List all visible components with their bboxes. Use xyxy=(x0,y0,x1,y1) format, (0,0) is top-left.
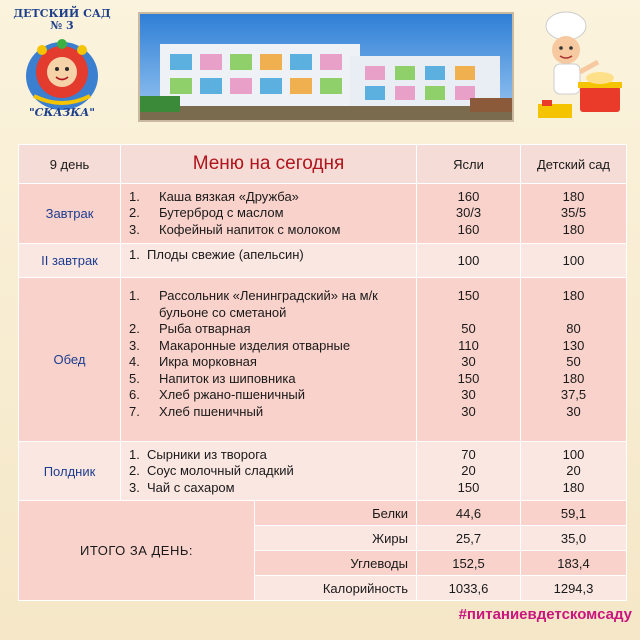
chef-icon xyxy=(528,8,628,124)
item-number: 2. xyxy=(129,463,140,479)
dish-name: Напиток из шиповника xyxy=(159,370,296,386)
dish-name: Рассольник «Ленинградский» на м/к xyxy=(159,288,378,303)
nursery-total: 44,6 xyxy=(417,501,521,526)
kindergarten-logo xyxy=(12,6,112,122)
portion-value: 20 xyxy=(566,463,581,479)
item-number: 7. xyxy=(129,403,140,419)
kindergarten-total: 183,4 xyxy=(521,551,627,576)
item-number: 1. xyxy=(129,188,140,204)
portion-spacer xyxy=(417,305,520,322)
table-header-row xyxy=(19,145,627,184)
kindergarten-portions xyxy=(521,184,627,244)
kindergarten-total: 59,1 xyxy=(521,501,627,526)
item-number: 6. xyxy=(129,387,140,402)
portion-value: 180 xyxy=(562,288,585,303)
meal-name: Полдник xyxy=(19,442,121,502)
list-item xyxy=(129,247,416,264)
list-item xyxy=(129,371,416,388)
portion-value: 150 xyxy=(457,479,480,495)
item-number: 5. xyxy=(129,370,140,386)
portion-value: 37,5 xyxy=(560,387,587,402)
dish-list xyxy=(121,278,416,424)
menu-table xyxy=(18,144,627,502)
list-item xyxy=(129,222,416,239)
portion-list xyxy=(417,278,520,424)
totals-row-protein xyxy=(19,501,627,526)
chef-illustration xyxy=(528,8,628,124)
list-item xyxy=(129,205,416,222)
portion-value: 160 xyxy=(457,221,480,237)
portion-value: 30 xyxy=(461,387,476,402)
hashtag: #питаниевдетскомсаду xyxy=(458,606,632,623)
nursery-portions: 100 xyxy=(417,244,521,278)
list-item xyxy=(129,463,416,480)
nutrient-label: Белки xyxy=(255,501,417,526)
list-item xyxy=(129,288,416,305)
portion-value: 100 xyxy=(562,446,585,462)
nursery-portions xyxy=(417,442,521,502)
dish-name: Каша вязкая «Дружба» xyxy=(159,188,299,204)
meal-items-cell xyxy=(121,278,417,442)
list-item xyxy=(129,321,416,338)
meal-row-second-breakfast xyxy=(19,244,627,278)
item-number-blank xyxy=(129,305,159,322)
portion-value: 50 xyxy=(566,354,581,369)
totals-table xyxy=(18,500,627,601)
column-nursery: Ясли xyxy=(417,145,521,184)
meal-name: Завтрак xyxy=(19,184,121,244)
portion-value: 110 xyxy=(458,337,479,353)
portion-value: 70 xyxy=(461,446,476,462)
portion-value: 30 xyxy=(566,403,581,419)
kindergarten-portions xyxy=(521,442,627,502)
portion-value: 180 xyxy=(562,221,585,237)
dish-name: Плоды свежие (апельсин) xyxy=(147,247,304,263)
nutrient-label: Углеводы xyxy=(255,551,417,576)
kindergarten-total: 1294,3 xyxy=(521,576,627,601)
totals-label: ИТОГО ЗА ДЕНЬ: xyxy=(19,501,255,601)
nutrient-label: Жиры xyxy=(255,526,417,551)
portion-value: 130 xyxy=(562,337,585,353)
dish-name: Кофейный напиток с молоком xyxy=(159,221,341,237)
portion-value: 30 xyxy=(461,403,476,419)
logo-line-1: ДЕТСКИЙ САД xyxy=(13,7,111,20)
list-item xyxy=(129,404,416,421)
portion-value: 180 xyxy=(562,479,585,495)
portion-value: 150 xyxy=(457,370,480,386)
dish-name-continued: бульоне со сметаной xyxy=(159,304,287,320)
portion-list xyxy=(417,185,520,243)
portion-list xyxy=(521,278,626,424)
column-kindergarten: Детский сад xyxy=(521,145,627,184)
meal-name: II завтрак xyxy=(19,244,121,278)
portion-value: 30/3 xyxy=(455,205,482,221)
logo-name: "СКАЗКА" xyxy=(28,106,96,119)
portion-value: 35/5 xyxy=(560,205,587,221)
kindergarten-total: 35,0 xyxy=(521,526,627,551)
logo-character-icon xyxy=(12,6,112,122)
portion-value: 160 xyxy=(457,188,480,204)
portion-list xyxy=(521,443,626,501)
nursery-portions xyxy=(417,184,521,244)
kindergarten-portions xyxy=(521,278,627,442)
nursery-total: 25,7 xyxy=(417,526,521,551)
dish-name: Хлеб ржано-пшеничный xyxy=(159,387,305,402)
nursery-total: 152,5 xyxy=(417,551,521,576)
building-illustration xyxy=(140,14,512,120)
list-item xyxy=(129,447,416,464)
dish-name: Бутерброд с маслом xyxy=(159,205,284,221)
nutrient-label: Калорийность xyxy=(255,576,417,601)
item-number: 3. xyxy=(129,337,140,353)
logo-line-2: № 3 xyxy=(50,19,74,32)
portion-value: 80 xyxy=(566,321,581,336)
meal-items-cell xyxy=(121,442,417,502)
portion-list xyxy=(521,185,626,243)
meal-name: Обед xyxy=(19,278,121,442)
kindergarten-building-photo xyxy=(138,12,514,122)
item-number: 1. xyxy=(129,446,140,462)
dish-list xyxy=(121,185,416,243)
dish-name: Соус молочный сладкий xyxy=(147,463,294,479)
list-item-continuation xyxy=(129,305,416,322)
item-number: 2. xyxy=(129,321,140,336)
portion-list xyxy=(417,443,520,501)
dish-name: Чай с сахаром xyxy=(147,479,235,495)
dish-name: Рыба отварная xyxy=(159,321,251,336)
portion-value: 180 xyxy=(562,370,585,386)
dish-name: Икра морковная xyxy=(159,354,257,369)
meal-items-cell xyxy=(121,244,417,278)
kindergarten-portions: 100 xyxy=(521,244,627,278)
portion-value: 20 xyxy=(461,463,476,479)
item-number: 1. xyxy=(129,288,140,303)
meal-row-afternoon-snack xyxy=(19,442,627,502)
dish-name: Сырники из творога xyxy=(147,446,267,462)
portion-value: 180 xyxy=(562,188,585,204)
list-item xyxy=(129,480,416,497)
list-item xyxy=(129,387,416,404)
portion-value: 30 xyxy=(461,354,476,369)
list-item xyxy=(129,189,416,206)
item-number: 3. xyxy=(129,479,140,495)
meal-items-cell xyxy=(121,184,417,244)
list-item xyxy=(129,338,416,355)
meal-row-lunch xyxy=(19,278,627,442)
portion-spacer xyxy=(521,305,626,322)
nursery-total: 1033,6 xyxy=(417,576,521,601)
item-number: 1. xyxy=(129,247,140,263)
portion-value: 150 xyxy=(457,288,480,303)
list-item xyxy=(129,354,416,371)
item-number: 3. xyxy=(129,221,140,237)
day-label: 9 день xyxy=(19,145,121,184)
dish-list xyxy=(121,443,416,501)
portion-value: 50 xyxy=(461,321,476,336)
item-number: 2. xyxy=(129,205,140,221)
menu-title: Меню на сегодня xyxy=(121,145,417,184)
dish-name: Макаронные изделия отварные xyxy=(159,337,351,353)
item-number: 4. xyxy=(129,354,140,369)
nursery-portions xyxy=(417,278,521,442)
dish-list xyxy=(121,247,416,274)
meal-row-breakfast xyxy=(19,184,627,244)
dish-name: Хлеб пшеничный xyxy=(159,403,264,419)
